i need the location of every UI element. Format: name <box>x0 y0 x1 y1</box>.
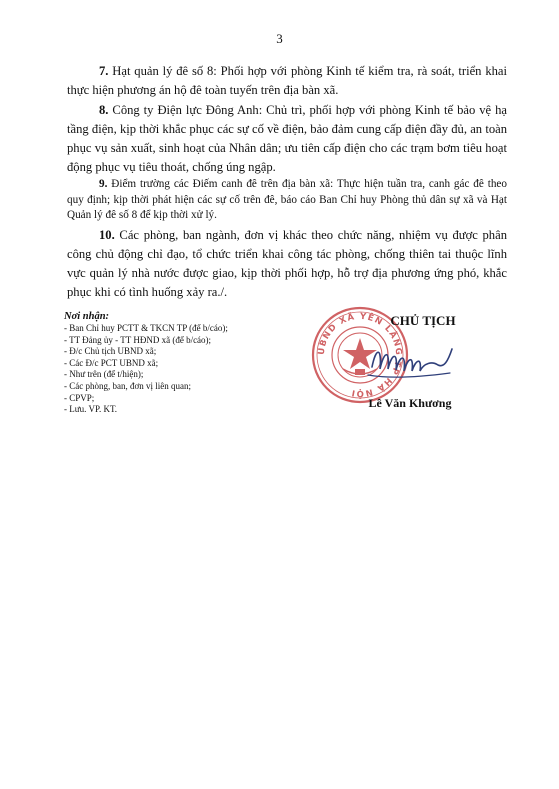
recipients-list <box>64 323 304 416</box>
paragraph-8 <box>67 101 507 177</box>
recipient-item: - Đ/c Chủ tịch UBND xã; <box>64 346 157 357</box>
paragraph-text: Điểm trường các Điếm canh đê trên địa bàn xã: Thực hiện tuần tra, canh gác đê theo quy định; kịp thời phát hiện các sự cố trên đê, báo cáo Ban Chỉ huy Phòng thủ dân sự xã và Hạt Quản lý đê số 8 để kịp thời xử lý. <box>67 178 507 221</box>
paragraph-text: Hạt quản lý đê số 8: Phối hợp với phòng Kinh tế kiểm tra, rà soát, triển khai thực hiện phương án hộ đê toàn tuyến trên địa bàn xã. <box>67 64 507 97</box>
page-number: 3 <box>276 31 283 46</box>
recipient-item: - Lưu. VP. KT. <box>64 404 118 415</box>
recipient-item: - Các phòng, ban, đơn vị liên quan; <box>64 380 191 391</box>
signer-name: Lê Văn Khương <box>368 396 452 410</box>
recipient-item: - Các Đ/c PCT UBND xã; <box>64 357 159 368</box>
recipients-title: Nơi nhận: <box>64 311 110 322</box>
recipient-item: - Ban Chỉ huy PCTT & TKCN TP (để b/cáo); <box>64 323 228 333</box>
paragraph-text: Công ty Điện lực Đông Anh: Chủ trì, phối hợp với phòng Kinh tế bảo vệ hạ tầng điện, kịp thời khắc phục các sự cố về điện, bảo đảm cung cấp điện đầy đủ, an toàn phục vụ sản xuất, sinh hoạt của Nhân dân; ưu tiên cấp điện cho các trạm bơm tiêu hoạt động phục vụ tiêu thoát, chống úng ngập. <box>67 103 507 174</box>
paragraph-number: 10. <box>99 228 115 242</box>
handwritten-signature <box>360 337 460 387</box>
paragraph-number: 7. <box>99 64 109 78</box>
recipient-item: - TT Đảng ủy - TT HĐND xã (để b/cáo); <box>64 334 212 345</box>
paragraph-text: Các phòng, ban ngành, đơn vị khác theo chức năng, nhiệm vụ được phân công chủ động chỉ đạo, tổ chức triển khai công tác phòng, chống thiên tai thuộc lĩnh vực quản lý nhà nước được giao, kịp thời phối hợp, hỗ trợ địa phương ứng phó, khắc phục khi có tình huống xảy ra./. <box>67 228 507 299</box>
signature-block <box>300 305 500 425</box>
paragraph-9 <box>67 177 507 224</box>
recipient-item: - Như trên (để t/hiện); <box>64 369 144 380</box>
seal-text: UBND XÃ YÊN LÃNG TP HÀ NỘI <box>316 311 404 399</box>
recipients-block <box>64 310 304 416</box>
recipient-item: - CPVP; <box>64 392 95 403</box>
paragraph-number: 9. <box>99 178 108 190</box>
signer-title: CHỦ TỊCH <box>390 313 456 328</box>
paragraph-number: 8. <box>99 103 109 117</box>
paragraph-7 <box>67 62 507 100</box>
paragraph-10 <box>67 226 507 302</box>
